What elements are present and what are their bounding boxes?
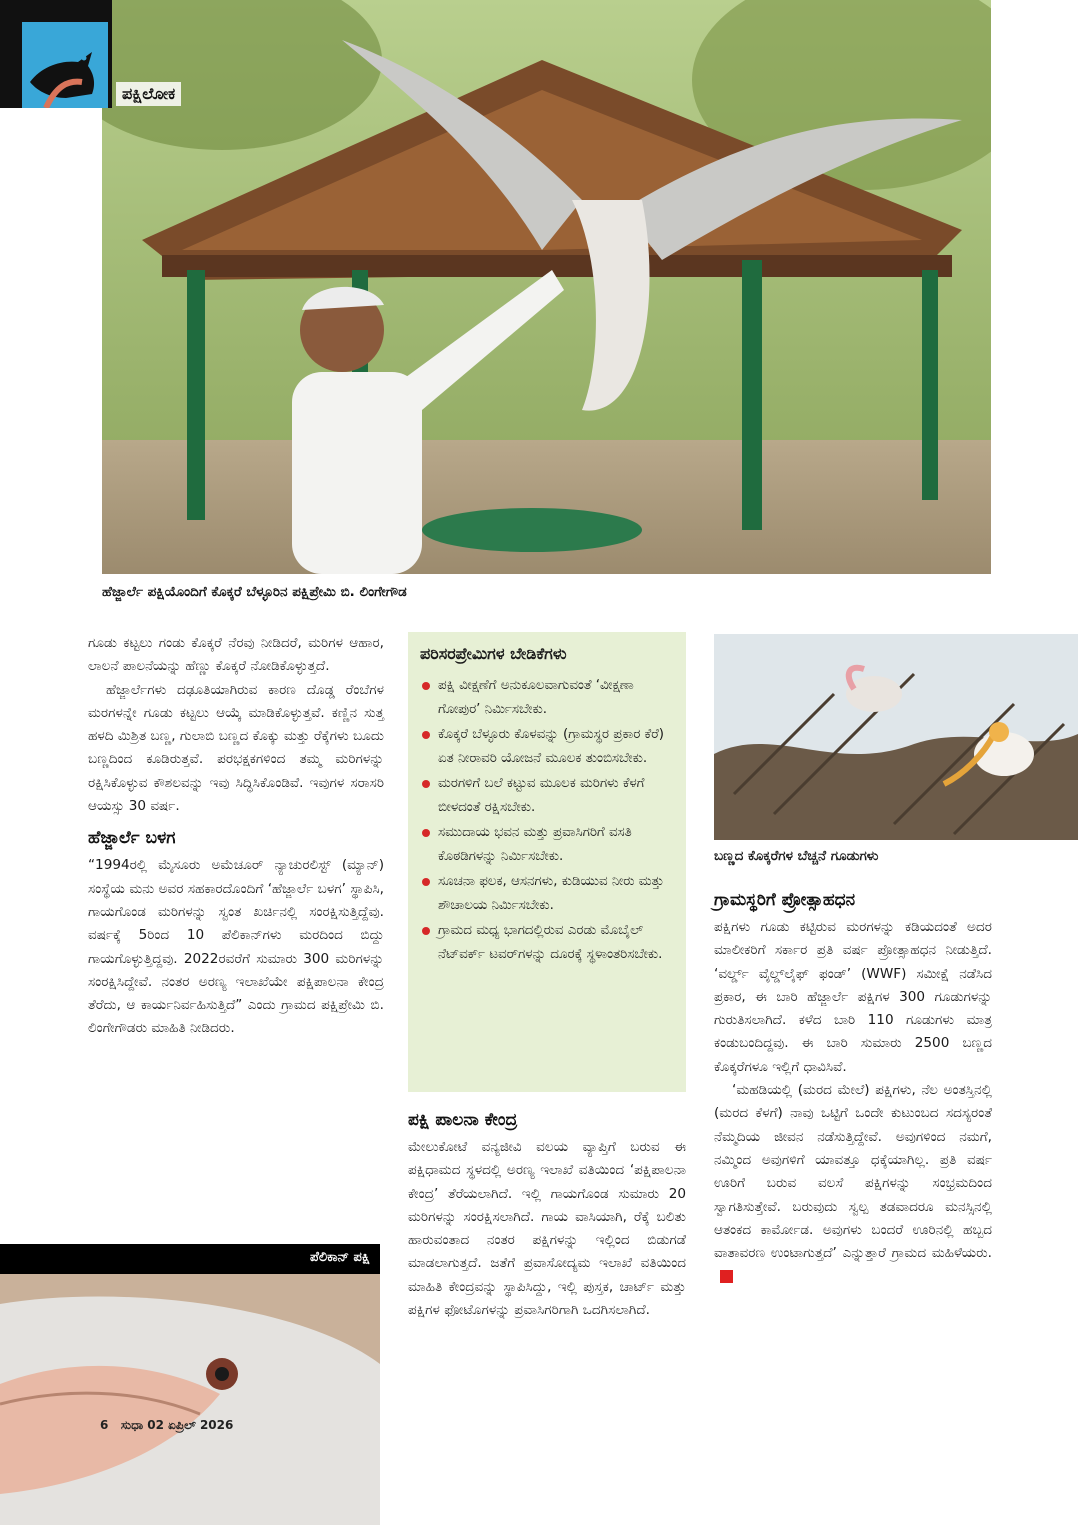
- bullet-icon: [422, 829, 430, 837]
- subheading-bird-care-centre: ಪಕ್ಷಿ ಪಾಲನಾ ಕೇಂದ್ರ: [408, 1110, 518, 1130]
- pelican-photo: [0, 1244, 380, 1525]
- list-item: ಸೂಚನಾ ಫಲಕ, ಆಸನಗಳು, ಕುಡಿಯುವ ನೀರು ಮತ್ತು ಶೌಚಾಲಯ ನಿರ್ಮಿಸಬೇಕು.: [420, 870, 676, 917]
- pelican-photo-illustration: [0, 1244, 380, 1525]
- list-item: ಸಮುದಾಯ ಭವನ ಮತ್ತು ಪ್ರವಾಸಿಗರಿಗೆ ವಸತಿ ಕೊಠಡಿಗಳನ್ನು ನಿರ್ಮಿಸಬೇಕು.: [420, 821, 676, 868]
- list-item: ಪಕ್ಷಿ ವೀಕ್ಷಣೆಗೆ ಅನುಕೂಲವಾಗುವಂತೆ ‘ವೀಕ್ಷಣಾ ಗೋಪುರ’ ನಿರ್ಮಿಸಬೇಕು.: [420, 674, 676, 721]
- paragraph: ಹೆಜ್ಜಾರ್ಲೆಗಳು ದಢೂತಿಯಾಗಿರುವ ಕಾರಣ ದೊಡ್ಡ ರೆಂಬೆಗಳ ಮರಗಳನ್ನೇ ಗೂಡು ಕಟ್ಟಲು ಆಯ್ಕೆ ಮಾಡಿಕೊಳ್ಳುತ್ತವೆ. ಕಣ್ಣಿನ ಸುತ್ತ ಹಳದಿ ಮಿಶ್ರಿತ ಬಣ್ಣ, ಗುಲಾಬಿ ಬಣ್ಣದ ಕೊಕ್ಕು ಮತ್ತು ರೆಕ್ಕೆಗಳು ಬೂದು ಬಣ್ಣದಿಂದ ಕೂಡಿರುತ್ತವೆ. ಪರಭಕ್ಷಕಗಳಿಂದ ತಮ್ಮ ಮರಿಗಳನ್ನು ರಕ್ಷಿಸಿಕೊಳ್ಳುವ ಕೌಶಲವನ್ನು ಇವು ಸಿದ್ಧಿಸಿಕೊಂಡಿವೆ. ಇವುಗಳ ಸರಾಸರಿ ಆಯಸ್ಸು 30 ವರ್ಷ.: [88, 681, 384, 815]
- demands-list: [420, 674, 676, 966]
- paragraph: “1994ರಲ್ಲಿ ಮೈಸೂರು ಅಮೆಚೂರ್ ನ್ಯಾಚುರಲಿಸ್ಟ್ (ಮ್ಯಾನ್) ಸಂಸ್ಥೆಯ ಮನು ಅವರ ಸಹಕಾರದೊಂದಿಗೆ ‘ಹೆಜ್ಜಾರ್ಲೆ ಬಳಗ’ ಸ್ಥಾಪಿಸಿ, ಗಾಯಗೊಂಡ ಮರಿಗಳನ್ನು ಸ್ವಂತ ಖರ್ಚಿನಲ್ಲಿ ಸಂರಕ್ಷಿಸುತ್ತಿದ್ದೆವು. ವರ್ಷಕ್ಕೆ 5ರಿಂದ 10 ಪೆಲಿಕಾನ್‌ಗಳು ಮರದಿಂದ ಬಿದ್ದು ಗಾಯಗೊಳ್ಳುತ್ತಿದ್ದವು. 2022ರವರೆಗೆ ಸುಮಾರು 300 ಮರಿಗಳನ್ನು ಸಂರಕ್ಷಿಸಿದ್ದೇವೆ. ನಂತರ ಅರಣ್ಯ ಇಲಾಖೆಯೇ ಪಕ್ಷಿಪಾಲನಾ ಕೇಂದ್ರ ತೆರೆದು, ಆ ಕಾರ್ಯನಿರ್ವಹಿಸುತ್ತಿದೆ” ಎಂದು ಗ್ರಾಮದ ಪಕ್ಷಿಪ್ರೇಮಿ ಬಿ. ಲಿಂಗೇಗೌಡರು ಮಾಹಿತಿ ನೀಡಿದರು.: [88, 857, 384, 1037]
- demands-box: [408, 632, 686, 1092]
- bullet-icon: [422, 927, 430, 935]
- list-item: ಗ್ರಾಮದ ಮಧ್ಯ ಭಾಗದಲ್ಲಿರುವ ಎರಡು ಮೊಬೈಲ್ ನೆಟ್‌ವರ್ಕ್ ಟವರ್‌ಗಳನ್ನು ದೂರಕ್ಕೆ ಸ್ಥಳಾಂತರಿಸಬೇಕು.: [420, 919, 676, 966]
- paragraph: ‘ಮಹಡಿಯಲ್ಲಿ (ಮರದ ಮೇಲೆ) ಪಕ್ಷಿಗಳು, ನೆಲ ಅಂತಸ್ತಿನಲ್ಲಿ (ಮರದ ಕೆಳಗೆ) ನಾವು ಒಟ್ಟಿಗೆ ಒಂದೇ ಕುಟುಂಬದ ಸದಸ್ಯರಂತೆ ನೆಮ್ಮದಿಯ ಜೀವನ ನಡೆಸುತ್ತಿದ್ದೇವೆ. ಅವುಗಳಿಂದ ನಮಗೆ, ನಮ್ಮಿಂದ ಅವುಗಳಿಗೆ ಯಾವತ್ತೂ ಧಕ್ಕೆಯಾಗಿಲ್ಲ. ಪ್ರತಿ ವರ್ಷ ಊರಿಗೆ ಬರುವ ವಲಸೆ ಪಕ್ಷಿಗಳನ್ನು ಸಂಭ್ರಮದಿಂದ ಸ್ವಾಗತಿಸುತ್ತೇವೆ. ಬರುವುದು ಸ್ವಲ್ಪ ತಡವಾದರೂ ಮನಸ್ಸಿನಲ್ಲಿ ಆತಂಕದ ಕಾರ್ಮೋಡ. ಅವುಗಳು ಬಂದರೆ ಊರಿನಲ್ಲಿ ಹಬ್ಬದ ವಾತಾವರಣ ಉಂಟಾಗುತ್ತದೆ’ ಎನ್ನುತ್ತಾರೆ ಗ್ರಾಮದ ಮಹಿಳೆಯರು.: [714, 1079, 992, 1289]
- bullet-icon: [422, 780, 430, 788]
- end-mark-icon: [720, 1270, 733, 1283]
- bullet-icon: [422, 878, 430, 886]
- column-1: [88, 632, 384, 1041]
- bullet-icon: [422, 731, 430, 739]
- main-photo: [102, 0, 991, 574]
- demands-box-title: ಪರಿಸರಪ್ರೇಮಿಗಳ ಬೇಡಿಕೆಗಳು: [420, 644, 567, 663]
- nest-photo-caption: ಬಣ್ಣದ ಕೊಕ್ಕರೆಗಳ ಬೆಚ್ಚನೆ ಗೂಡುಗಳು: [714, 848, 879, 864]
- magazine-issue: ಸುಧಾ 02 ಏಪ್ರಿಲ್ 2026: [120, 1418, 234, 1432]
- bullet-icon: [422, 682, 430, 690]
- subheading-hejjarle-balaga: ಹೆಜ್ಜಾರ್ಲೆ ಬಳಗ: [88, 828, 176, 849]
- list-item: ಮರಗಳಿಗೆ ಬಲೆ ಕಟ್ಟುವ ಮೂಲಕ ಮರಿಗಳು ಕೆಳಗೆ ಬೀಳದಂತೆ ರಕ್ಷಿಸಬೇಕು.: [420, 772, 676, 819]
- column-2: [408, 1100, 686, 1322]
- nest-photo: [714, 634, 1078, 840]
- list-item: ಕೊಕ್ಕರೆ ಬೆಳ್ಳೂರು ಕೊಳವನ್ನು (ಗ್ರಾಮಸ್ಥರ ಪ್ರಕಾರ ಕೆರೆ) ಏತ ನೀರಾವರಿ ಯೋಜನೆ ಮೂಲಕ ತುಂಬಿಸಬೇಕು.: [420, 723, 676, 770]
- pelican-photo-label: ಪೆಲಿಕಾನ್ ಪಕ್ಷಿ: [0, 1244, 380, 1274]
- main-photo-illustration: [102, 0, 991, 574]
- paragraph: ಮೇಲುಕೋಟೆ ವನ್ಯಜೀವಿ ವಲಯ ವ್ಯಾಪ್ತಿಗೆ ಬರುವ ಈ ಪಕ್ಷಿಧಾಮದ ಸ್ಥಳದಲ್ಲಿ ಅರಣ್ಯ ಇಲಾಖೆ ವತಿಯಿಂದ ‘ಪಕ್ಷಿಪಾಲನಾ ಕೇಂದ್ರ’ ತೆರೆಯಲಾಗಿದೆ. ಇಲ್ಲಿ ಗಾಯಗೊಂಡ ಸುಮಾರು 20 ಮರಿಗಳನ್ನು ಸಂರಕ್ಷಿಸಲಾಗಿದೆ. ಗಾಯ ವಾಸಿಯಾಗಿ, ರೆಕ್ಕೆ ಬಲಿತು ಹಾರುವಂತಾದ ನಂತರ ಪಕ್ಷಿಗಳನ್ನು ಇಲ್ಲಿಂದ ಬಿಡುಗಡೆ ಮಾಡಲಾಗುತ್ತದೆ. ಜತೆಗೆ ಪ್ರವಾಸೋದ್ಯಮ ಇಲಾಖೆ ವತಿಯಿಂದ ಮಾಹಿತಿ ಕೇಂದ್ರವನ್ನು ಸ್ಥಾಪಿಸಿದ್ದು, ಇಲ್ಲಿ ಪುಸ್ತಕ, ಚಾರ್ಟ್ ಮತ್ತು ಪಕ್ಷಿಗಳ ಫೋಟೊಗಳನ್ನು ಪ್ರವಾಸಿಗರಿಗಾಗಿ ಒದಗಿಸಲಾಗಿದೆ.: [408, 1139, 686, 1319]
- page-number: 6: [100, 1418, 109, 1432]
- subheading-villager-incentive: ಗ್ರಾಮಸ್ಥರಿಗೆ ಪ್ರೋತ್ಸಾಹಧನ: [714, 890, 856, 910]
- paragraph: ಗೂಡು ಕಟ್ಟಲು ಗಂಡು ಕೊಕ್ಕರೆ ನೆರವು ನೀಡಿದರೆ, ಮರಿಗಳ ಆಹಾರ, ಲಾಲನೆ ಪಾಲನೆಯನ್ನು ಹೆಣ್ಣು ಕೊಕ್ಕರೆ ನೋಡಿಕೊಳ್ಳುತ್ತದೆ.: [88, 635, 384, 675]
- main-photo-caption: ಹೆಜ್ಜಾರ್ಲೆ ಪಕ್ಷಿಯೊಂದಿಗೆ ಕೊಕ್ಕರೆ ಬೆಳ್ಳೂರಿನ ಪಕ್ಷಿಪ್ರೇಮಿ ಬಿ. ಲಿಂಗೇಗೌಡ: [102, 584, 407, 600]
- page-footer: [100, 1418, 233, 1433]
- nest-photo-illustration: [714, 634, 1078, 840]
- section-label: ಪಕ್ಷಿಲೋಕ: [116, 82, 181, 106]
- column-3: [714, 880, 992, 1289]
- paragraph: ಪಕ್ಷಿಗಳು ಗೂಡು ಕಟ್ಟಿರುವ ಮರಗಳನ್ನು ಕಡಿಯದಂತೆ ಅದರ ಮಾಲೀಕರಿಗೆ ಸರ್ಕಾರ ಪ್ರತಿ ವರ್ಷ ಪ್ರೋತ್ಸಾಹಧನ ನೀಡುತ್ತಿದೆ. ‘ವರ್ಲ್ಡ್ ವೈಲ್ಡ್‌ಲೈಫ್ ಫಂಡ್’ (WWF) ಸಮೀಕ್ಷೆ ನಡೆಸಿದ ಪ್ರಕಾರ, ಈ ಬಾರಿ ಹೆಜ್ಜಾರ್ಲೆ ಪಕ್ಷಿಗಳ 300 ಗೂಡುಗಳನ್ನು ಗುರುತಿಸಲಾಗಿದೆ. ಕಳೆದ ಬಾರಿ 110 ಗೂಡುಗಳು ಮಾತ್ರ ಕಂಡುಬಂದಿದ್ದವು. ಈ ಬಾರಿ ಸುಮಾರು 2500 ಬಣ್ಣದ ಕೊಕ್ಕರೆಗಳೂ ಇಲ್ಲಿಗೆ ಧಾವಿಸಿವೆ.: [714, 919, 992, 1075]
- bird-icon: [22, 22, 108, 108]
